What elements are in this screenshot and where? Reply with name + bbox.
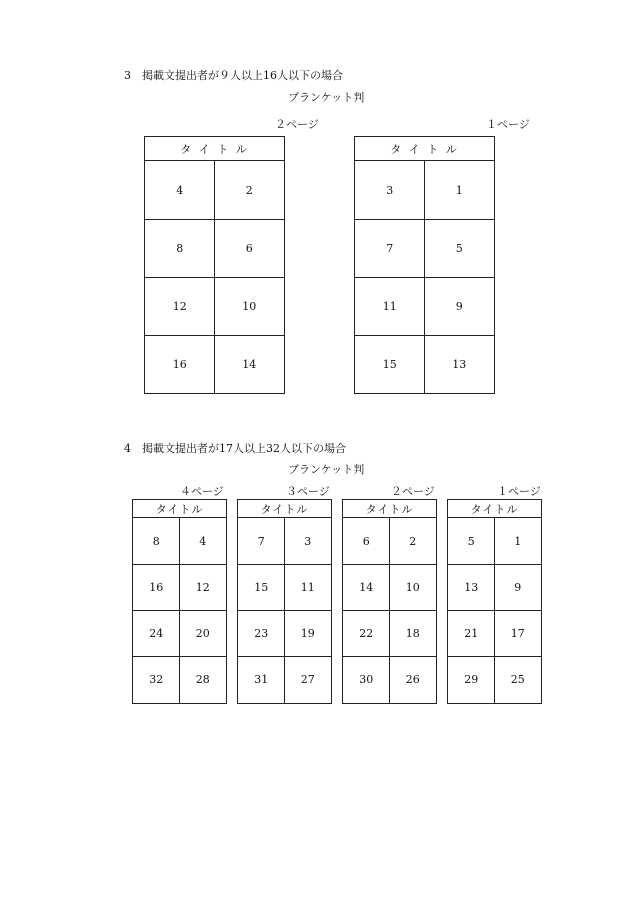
slot-number: 13 — [452, 357, 467, 371]
page-layout-grid — [132, 499, 227, 704]
section4-caption: ブランケット判 — [288, 463, 365, 476]
slot-number: 12 — [195, 580, 210, 594]
section3-heading: 3 掲載文提出者が９人以上16人以下の場合 — [124, 69, 343, 82]
slot-number: 16 — [172, 357, 187, 371]
section3-page-label: １ページ — [486, 118, 530, 131]
slot-number: 6 — [362, 534, 370, 548]
slot-number: 10 — [242, 299, 257, 313]
grid-title: タイトル — [238, 500, 331, 518]
slot-number: 2 — [245, 183, 253, 197]
slot-number: 15 — [254, 580, 269, 594]
section3-page-label: ２ページ — [275, 118, 319, 131]
slot-number: 10 — [405, 580, 420, 594]
slot-number: 22 — [359, 627, 374, 641]
page-layout-grid — [342, 499, 437, 704]
slot-number: 27 — [300, 673, 315, 687]
slot-number: 30 — [359, 673, 374, 687]
slot-number: 19 — [300, 627, 315, 641]
slot-number: 9 — [514, 580, 522, 594]
slot-number: 3 — [304, 534, 312, 548]
section4-page-label: ３ページ — [286, 485, 330, 498]
section4-page-label: ２ページ — [391, 485, 435, 498]
slot-number: 9 — [455, 299, 463, 313]
slot-number: 8 — [152, 534, 160, 548]
page-layout-grid — [354, 136, 495, 394]
section4-page-label: ４ページ — [180, 485, 224, 498]
slot-number: 14 — [359, 580, 374, 594]
page-layout-grid — [237, 499, 332, 704]
slot-number: 15 — [382, 357, 397, 371]
section4-page-label: １ページ — [497, 485, 541, 498]
slot-number: 12 — [172, 299, 187, 313]
slot-number: 17 — [510, 627, 525, 641]
slot-number: 4 — [176, 183, 184, 197]
page-layout-grid — [144, 136, 285, 394]
slot-number: 26 — [405, 673, 420, 687]
slot-number: 6 — [245, 241, 253, 255]
slot-number: 7 — [386, 241, 394, 255]
slot-number: 11 — [300, 580, 315, 594]
slot-number: 5 — [467, 534, 475, 548]
slot-number: 13 — [464, 580, 479, 594]
grid-title: タ イ ト ル — [145, 137, 284, 161]
slot-number: 3 — [386, 183, 394, 197]
slot-number: 14 — [242, 357, 257, 371]
slot-number: 25 — [510, 673, 525, 687]
slot-number: 11 — [382, 299, 397, 313]
slot-number: 2 — [409, 534, 417, 548]
slot-number: 7 — [257, 534, 265, 548]
slot-number: 29 — [464, 673, 479, 687]
grid-title: タイトル — [448, 500, 541, 518]
grid-title: タイトル — [343, 500, 436, 518]
page-layout-grid — [447, 499, 542, 704]
slot-number: 5 — [455, 241, 463, 255]
slot-number: 20 — [195, 627, 210, 641]
slot-number: 24 — [149, 627, 164, 641]
slot-number: 31 — [254, 673, 269, 687]
slot-number: 8 — [176, 241, 184, 255]
slot-number: 16 — [149, 580, 164, 594]
slot-number: 1 — [514, 534, 522, 548]
slot-number: 23 — [254, 627, 269, 641]
slot-number: 28 — [195, 673, 210, 687]
grid-title: タ イ ト ル — [355, 137, 494, 161]
grid-title: タイトル — [133, 500, 226, 518]
slot-number: 32 — [149, 673, 164, 687]
slot-number: 1 — [455, 183, 463, 197]
slot-number: 21 — [464, 627, 479, 641]
section3-caption: ブランケット判 — [288, 91, 365, 104]
section4-heading: 4 掲載文提出者が17人以上32人以下の場合 — [124, 442, 346, 455]
slot-number: 4 — [199, 534, 207, 548]
slot-number: 18 — [405, 627, 420, 641]
